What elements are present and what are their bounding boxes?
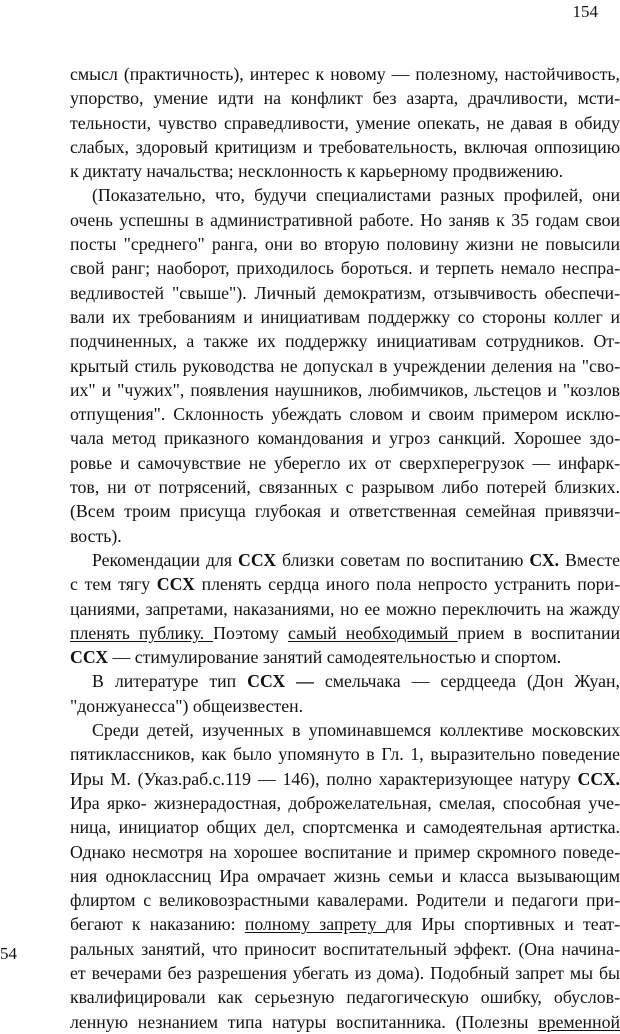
text-line (70, 961, 620, 985)
text-line (70, 354, 620, 378)
text-line (70, 329, 620, 353)
bold-text: ССХ (70, 647, 109, 668)
text-line (70, 499, 620, 523)
text-segment: ница, инициатор общих дел, спортсменка и самодеятельная артистка. (70, 817, 620, 838)
text-segment: с тем тягу (70, 574, 157, 595)
page-number-top: 154 (572, 2, 598, 21)
text-line (70, 475, 620, 499)
text-segment: очень успешны в административной работе. Но заняв к 35 годам свои (70, 209, 620, 230)
text-segment: Поэтому (213, 622, 289, 643)
text-segment: смысл (практичность), интерес к новому — полезному, настойчивость, (70, 64, 620, 84)
text-line (70, 791, 620, 815)
text-segment: Ира ярко- жизнерадостная, доброжелательная, смелая, способная уче- (70, 792, 620, 813)
page-number-bottom: 54 (0, 944, 17, 963)
text-segment: вали их требованиям и инициативам поддержку со стороны коллег и (70, 306, 620, 327)
text-line (70, 426, 620, 450)
text-segment: ет вечерами без разрешения убегать из дома). Подобный запрет мы бы (70, 962, 620, 983)
text-line (70, 912, 620, 936)
text-segment: чала метод приказного командования и угроз санкций. Хорошее здо- (70, 428, 620, 449)
text-line (70, 305, 620, 329)
text-line (70, 767, 620, 791)
text-segment: смельчака — сердцееда (Дон Жуан, (313, 671, 620, 692)
text-segment: пленять сердца иного пола непросто устранить пори- (194, 574, 620, 595)
text-segment: прием в воспитании (457, 622, 620, 643)
text-line (70, 669, 620, 693)
text-segment: их" и "чужих", появления наушников, любимчиков, льстецов и "козлов (70, 379, 620, 400)
text-segment: Рекомендации для (92, 549, 239, 570)
text-segment: "донжуанесса") общеизвестен. (70, 695, 304, 716)
text-segment: отпущения". Склонность убеждать словом и своим примером исклю- (70, 404, 620, 425)
text-segment: Однако несмотря на хорошее воспитание и пример скромного поведе- (70, 841, 620, 862)
text-line (70, 888, 620, 912)
text-segment: бегают к наказанию: (70, 914, 245, 935)
bold-text: ССХ (238, 549, 277, 570)
text-line (70, 232, 620, 256)
text-line (70, 985, 620, 1009)
text-segment: к диктату начальства; несклонность к карьерному продвижению. (70, 161, 564, 182)
text-segment: (Всем троим присуща глубокая и ответственная семейная привязчи- (70, 501, 620, 522)
text-segment: В литературе тип (92, 671, 248, 692)
text-line (70, 378, 620, 402)
text-segment: подчиненных, а также их поддержку инициативам сотрудников. От- (70, 331, 620, 352)
text-segment: ральных занятий, что приносит воспитательный эффект. (Она начина- (70, 938, 620, 959)
text-segment: близки советам по воспитанию (276, 549, 530, 570)
text-segment: ния одноклассниц Ира омрачает жизнь семьи и класса вызывающим (70, 865, 620, 886)
underlined-text: временной (538, 1011, 620, 1032)
text-line (70, 718, 620, 742)
text-line (70, 183, 620, 207)
text-line (70, 937, 620, 961)
text-line (70, 864, 620, 888)
text-segment: Среди детей, изученных в упоминавшемся коллективе московских (92, 720, 620, 741)
text-segment: упорство, умение идти на конфликт без азарта, драчливости, мсти- (70, 88, 620, 109)
underlined-text: самый необходимый (288, 622, 458, 643)
text-line (70, 645, 620, 669)
bold-text: ССХ (156, 574, 195, 595)
text-segment: цаниями, запретами, наказаниями, но ее можно переключить на жажду (70, 598, 620, 619)
bold-text: СХ. (529, 549, 560, 570)
text-segment: квалифицировали как серьезную педагогическую ошибку, обуслов- (70, 987, 620, 1008)
bold-text: ССХ — (247, 671, 314, 692)
text-line (70, 86, 620, 110)
text-segment: слабых, здоровый критицизм и требовательность, включая оппозицию (70, 136, 620, 157)
text-line (70, 281, 620, 305)
document-body (70, 62, 620, 1034)
text-segment: для Иры спортивных и теат- (385, 914, 620, 935)
text-segment: свой ранг; наоборот, приходилось бороться. и терпеть немало неспра- (70, 258, 620, 279)
text-line (70, 694, 620, 718)
text-line (70, 621, 620, 645)
bold-text: ССХ. (577, 768, 620, 789)
text-line (70, 742, 620, 766)
text-segment: флиртом с великовозрастными кавалерами. Родители и педагоги при- (70, 890, 620, 911)
text-segment: пятиклассников, как было упомянуто в Гл. 1, выразительно поведение (70, 744, 620, 765)
text-segment: ведливостей "свыше"). Личный демократизм, отзывчивость обеспечи- (70, 282, 620, 303)
text-segment: посты "среднего" ранга, они во вторую половину жизни не повысили (70, 234, 620, 255)
text-segment: тов, ни от потрясений, связанных с разрывом либо потерей близких. (70, 477, 620, 498)
underlined-text: полному запрету (244, 914, 386, 935)
text-segment: вость). (70, 525, 122, 546)
text-line (70, 548, 620, 572)
text-line (70, 135, 620, 159)
text-line (70, 159, 620, 183)
text-line (70, 840, 620, 864)
text-segment: — стимулирование занятий самодеятельностью и спортом. (108, 647, 562, 668)
text-line (70, 256, 620, 280)
text-line (70, 1010, 620, 1034)
text-line (70, 111, 620, 135)
text-line (70, 572, 620, 596)
text-segment: тельности, чувство справедливости, умение опекать, не давая в обиду (70, 112, 620, 133)
text-line (70, 402, 620, 426)
text-line (70, 597, 620, 621)
text-line (70, 62, 620, 86)
underlined-text: пленять публику. (70, 622, 214, 643)
text-line (70, 815, 620, 839)
text-segment: Вместе (559, 549, 620, 570)
text-segment: крытый стиль руководства не допускал в учреждении деления на "сво- (70, 355, 620, 376)
text-segment: (Показательно, что, будучи специалистами разных профилей, они (92, 185, 620, 206)
text-segment: ленную незнанием типа натуры воспитанника. (Полезны (70, 1011, 539, 1032)
text-line (70, 524, 620, 548)
text-line (70, 451, 620, 475)
text-line (70, 208, 620, 232)
text-segment: Иры М. (Указ.раб.с.119 — 146), полно характеризующее натуру (70, 768, 578, 789)
text-segment: ровье и самочувствие не уберегло их от сверхперегрузок — инфарк- (70, 452, 620, 473)
